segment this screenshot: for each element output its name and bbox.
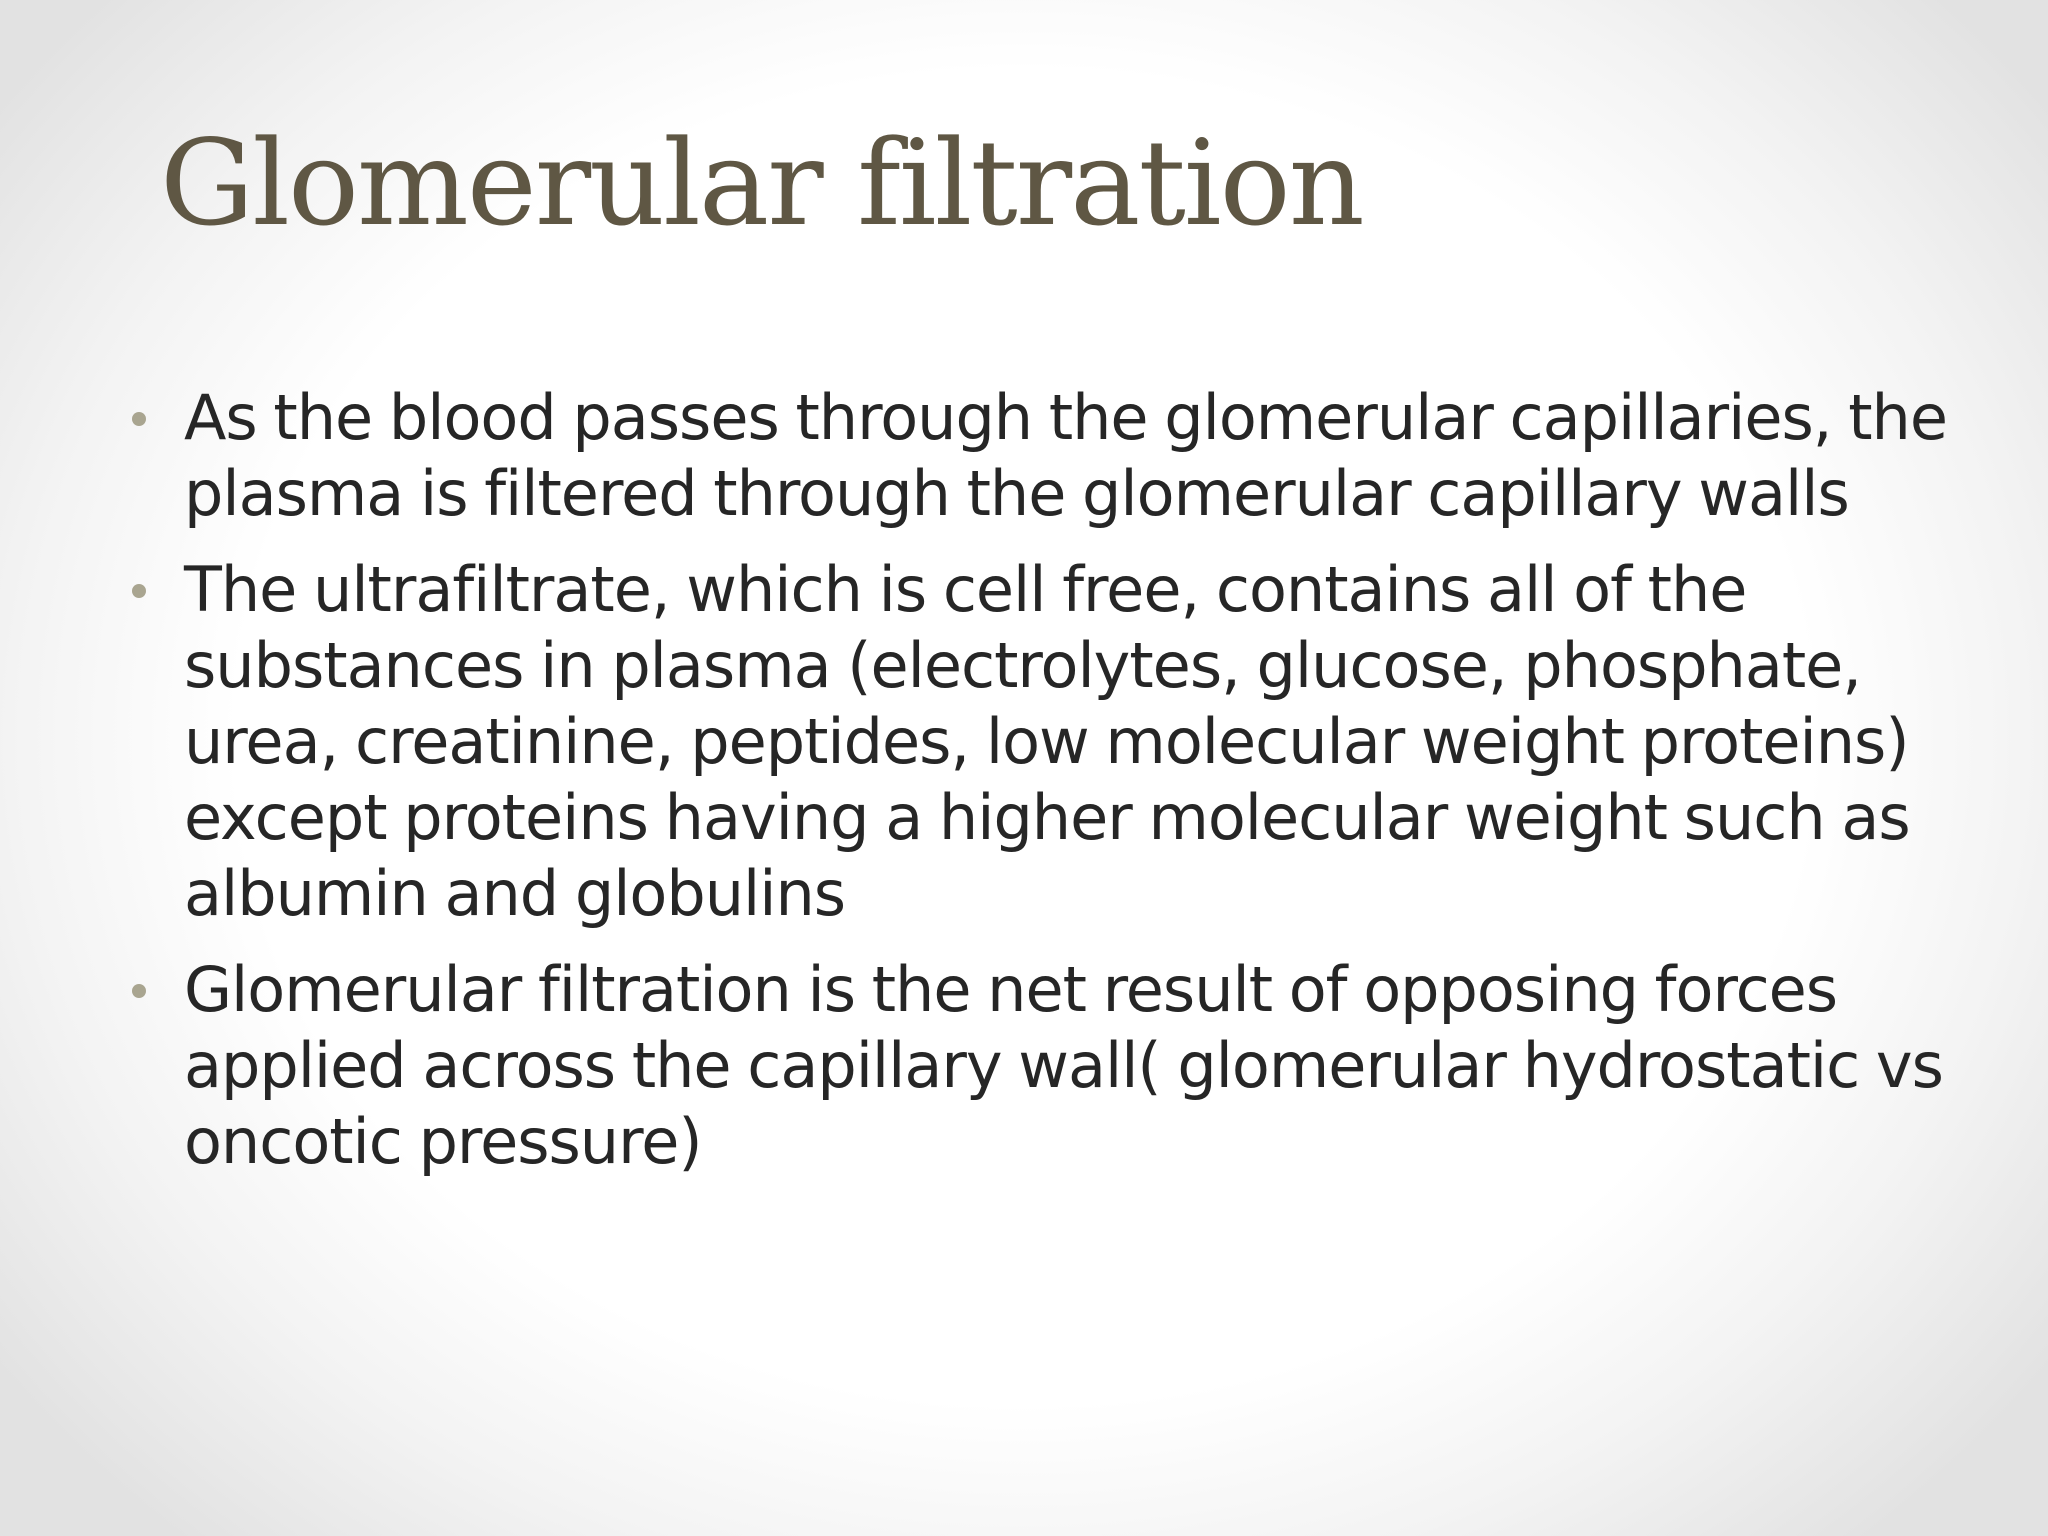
bullet-dot-icon [132, 584, 146, 598]
bullet-dot-icon [132, 412, 146, 426]
bullet-text: As the blood passes through the glomerular capillaries, the plasma is filtered through the glomerular capillary walls [184, 381, 1947, 530]
bullet-item [130, 952, 2010, 1180]
bullet-item [130, 552, 2010, 932]
bullet-dot-icon [132, 984, 146, 998]
slide-title: Glomerular filtration [160, 114, 1363, 252]
bullet-item [130, 380, 2010, 532]
bullet-text: The ultrafiltrate, which is cell free, contains all of the substances in plasma (electrolytes, glucose, phosphate, urea, creatinine, peptides, low molecular weight proteins) except proteins having a higher molecular weight such as albumin and globulins [184, 553, 1910, 930]
bullet-list [130, 380, 2010, 1200]
bullet-text: Glomerular filtration is the net result of opposing forces applied across the capillary wall( glomerular hydrostatic vs oncotic pressure) [184, 953, 1943, 1178]
